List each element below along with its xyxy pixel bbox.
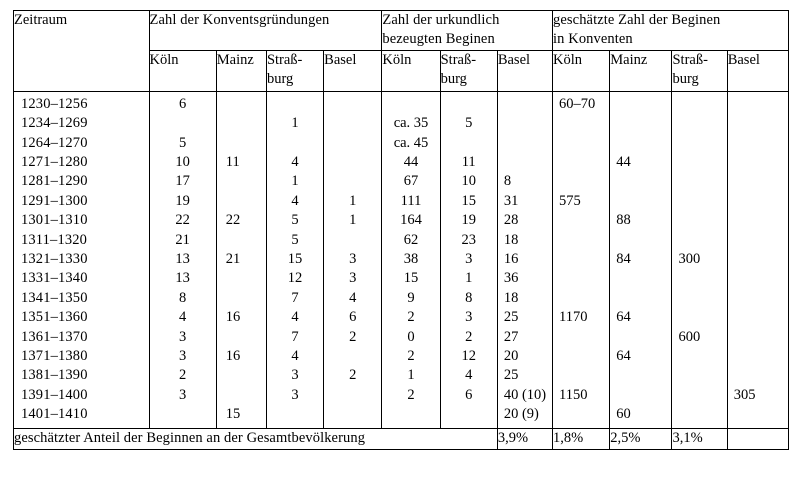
table-cell: 1 — [349, 192, 357, 209]
table-cell — [672, 308, 726, 327]
table-cell: 4 — [291, 192, 299, 209]
table-cell — [441, 95, 497, 114]
table-cell: 88 — [616, 212, 631, 229]
table-cell — [553, 211, 609, 230]
table-cell — [553, 289, 609, 308]
table-cell: 31 — [503, 192, 519, 209]
table-cell — [217, 134, 266, 153]
table-cell — [672, 114, 726, 133]
table-cell: 6 — [465, 386, 473, 403]
table-cell: 1 — [291, 173, 299, 190]
table-cell — [610, 134, 671, 153]
table-cell: 2 — [349, 367, 357, 384]
table-cell: 8 — [179, 289, 187, 306]
table-cell: 16 — [503, 250, 519, 267]
table-cell — [324, 134, 381, 153]
table-cell — [728, 269, 788, 288]
table-cell — [610, 269, 671, 288]
column-g1-koeln — [149, 91, 216, 429]
table-cell: 1301–1310 — [21, 212, 88, 229]
table-cell: 16 — [225, 347, 241, 364]
table-cell — [217, 172, 266, 191]
table-cell — [610, 328, 671, 347]
table-cell: 1391–1400 — [21, 386, 88, 403]
column-g1-mainz — [216, 91, 266, 429]
table-cell: 3 — [291, 386, 299, 403]
table-cell: 1381–1390 — [21, 367, 88, 384]
column-g3-strassburg — [672, 91, 727, 429]
table-cell — [217, 114, 266, 133]
table-cell — [672, 211, 726, 230]
table-cell — [728, 308, 788, 327]
table-cell — [498, 134, 552, 153]
table-cell: 1341–1350 — [21, 289, 88, 306]
table-cell: 8 — [465, 289, 473, 306]
table-cell: 1150 — [559, 386, 588, 403]
table-cell: 1271–1280 — [21, 153, 88, 170]
table-header — [14, 11, 789, 92]
table-cell — [728, 366, 788, 385]
table-cell — [553, 153, 609, 172]
table-cell: 7 — [291, 328, 299, 345]
table-cell: ca. 45 — [393, 134, 429, 151]
table-cell: 1331–1340 — [21, 270, 88, 287]
table-cell — [324, 386, 381, 405]
table-cell: 22 — [225, 212, 241, 229]
table-cell — [217, 289, 266, 308]
table-cell: 3 — [349, 250, 357, 267]
table-cell: 575 — [559, 192, 581, 209]
table-cell: 60 — [616, 406, 631, 423]
table-cell — [728, 95, 788, 114]
table-cell — [672, 347, 726, 366]
table-cell: 19 — [461, 212, 476, 229]
table-cell — [498, 153, 552, 172]
table-cell — [610, 95, 671, 114]
header-city-g3-basel: Basel — [727, 50, 788, 91]
table-cell: 1234–1269 — [21, 115, 88, 132]
footer-label: geschätzter Anteil der Beginnen an der Gesamtbevölkerung — [14, 429, 498, 449]
table-cell: 2 — [179, 367, 187, 384]
table-cell — [217, 192, 266, 211]
table-cell: 1 — [407, 367, 415, 384]
table-cell — [441, 134, 497, 153]
table-cell — [498, 95, 552, 114]
table-cell: 3 — [465, 250, 473, 267]
table-cell: 1281–1290 — [21, 173, 88, 190]
table-cell: 44 — [403, 153, 419, 170]
column-g2-basel — [497, 91, 552, 429]
table-cell — [728, 134, 788, 153]
table-cell: 60–70 — [559, 95, 596, 112]
header-city-g3-koeln: Köln — [553, 50, 610, 91]
table-cell — [217, 386, 266, 405]
table-cell: 1264–1270 — [21, 134, 88, 151]
table-cell: 28 — [503, 212, 519, 229]
table-cell: ca. 35 — [393, 115, 429, 132]
column-g2-strassburg — [440, 91, 497, 429]
table-cell — [672, 153, 726, 172]
table-cell — [382, 95, 439, 114]
table-cell — [217, 95, 266, 114]
table-cell: 20 — [503, 347, 519, 364]
table-cell — [324, 114, 381, 133]
table-cell — [217, 231, 266, 250]
data-block-row — [14, 91, 789, 429]
table-cell: 1 — [465, 270, 473, 287]
header-city-g2-strassburg: Straß- burg — [440, 50, 497, 91]
table-cell — [672, 134, 726, 153]
table-cell: 17 — [175, 173, 190, 190]
table-cell — [672, 386, 726, 405]
table-cell — [672, 172, 726, 191]
table-cell — [728, 347, 788, 366]
table-cell: 27 — [503, 328, 519, 345]
table-cell — [217, 328, 266, 347]
table-cell — [267, 95, 323, 114]
table-cell: 1230–1256 — [21, 95, 88, 112]
table-cell: 1291–1300 — [21, 192, 88, 209]
table-cell — [672, 289, 726, 308]
table-cell: 36 — [503, 270, 519, 287]
table-cell: 10 — [461, 173, 476, 190]
table-cell — [382, 405, 439, 424]
table-cell: 6 — [179, 95, 187, 112]
table-cell: 18 — [503, 289, 519, 306]
table-cell: 4 — [291, 153, 299, 170]
column-g1-basel — [324, 91, 382, 429]
header-group-row — [14, 11, 789, 51]
table-cell — [610, 289, 671, 308]
table-cell — [672, 269, 726, 288]
table-cell — [553, 231, 609, 250]
table-cell: 12 — [461, 347, 476, 364]
header-group-urkundlich-bezeugte: Zahl der urkundlich bezeugten Beginen — [382, 11, 553, 51]
table-cell: 12 — [287, 270, 303, 287]
column-g3-mainz — [610, 91, 672, 429]
table-cell: 64 — [616, 347, 631, 364]
table-cell — [728, 192, 788, 211]
table-cell — [728, 172, 788, 191]
table-cell: 4 — [349, 289, 357, 306]
table-cell: 3 — [465, 309, 473, 326]
table-cell: 111 — [400, 192, 422, 209]
table-cell — [672, 366, 726, 385]
table-cell: 62 — [403, 231, 419, 248]
table-cell: 15 — [287, 250, 303, 267]
table-cell — [610, 172, 671, 191]
column-g2-koeln — [382, 91, 440, 429]
table-cell: 8 — [503, 173, 512, 190]
footer-value-basel: 3,1% — [672, 429, 727, 449]
table-cell: 1 — [291, 115, 299, 132]
table-cell: 1170 — [559, 309, 588, 326]
table-cell — [553, 172, 609, 191]
table-cell: 15 — [403, 270, 419, 287]
table-cell — [324, 405, 381, 424]
footer-value-koeln: 3,9% — [497, 429, 552, 449]
header-city-g1-basel: Basel — [324, 50, 382, 91]
table-cell: 67 — [403, 173, 419, 190]
table-cell — [610, 366, 671, 385]
table-container — [13, 10, 789, 450]
table-cell — [553, 405, 609, 424]
header-group-geschaetzte-zahl: geschätzte Zahl der Beginen in Konventen — [553, 11, 789, 51]
footer-value-mainz: 1,8% — [553, 429, 610, 449]
column-g3-koeln — [553, 91, 610, 429]
table-cell: 21 — [225, 250, 241, 267]
table-cell — [150, 114, 216, 133]
table-cell — [728, 231, 788, 250]
table-cell: 3 — [349, 270, 357, 287]
table-cell — [553, 269, 609, 288]
table-cell: 1 — [349, 212, 357, 229]
table-cell — [217, 366, 266, 385]
table-cell: 84 — [616, 250, 631, 267]
header-city-g3-strassburg: Straß- burg — [672, 50, 727, 91]
table-cell: 2 — [407, 347, 415, 364]
column-periods — [14, 91, 150, 429]
header-city-g2-koeln: Köln — [382, 50, 440, 91]
table-cell: 13 — [175, 270, 190, 287]
table-cell — [553, 328, 609, 347]
table-cell: 6 — [349, 309, 357, 326]
table-cell: 2 — [349, 328, 357, 345]
table-cell: 3 — [291, 367, 299, 384]
column-g3-basel — [727, 91, 788, 429]
table-cell: 1401–1410 — [21, 406, 88, 423]
header-zeitraum: Zeitraum — [14, 11, 150, 92]
table-cell — [217, 269, 266, 288]
header-city-g3-mainz: Mainz — [610, 50, 672, 91]
table-cell: 16 — [225, 309, 241, 326]
table-body — [14, 91, 789, 429]
table-cell: 64 — [616, 309, 631, 326]
table-cell: 1311–1320 — [21, 231, 88, 248]
table-cell: 1351–1360 — [21, 309, 88, 326]
table-cell: 44 — [616, 153, 631, 170]
table-cell: 13 — [175, 250, 190, 267]
table-cell: 3 — [179, 347, 187, 364]
column-g1-strassburg — [266, 91, 323, 429]
table-cell — [441, 405, 497, 424]
table-cell — [728, 328, 788, 347]
footer-row — [14, 429, 789, 449]
header-city-g1-koeln: Köln — [149, 50, 216, 91]
header-city-g1-mainz: Mainz — [216, 50, 266, 91]
beginen-statistics-table — [13, 10, 789, 450]
table-cell — [150, 405, 216, 424]
table-cell — [610, 114, 671, 133]
table-cell — [610, 386, 671, 405]
table-cell: 2 — [465, 328, 473, 345]
table-cell: 5 — [291, 231, 299, 248]
table-cell — [324, 347, 381, 366]
table-cell — [553, 250, 609, 269]
table-cell: 11 — [461, 153, 476, 170]
table-cell: 0 — [407, 328, 415, 345]
table-cell: 5 — [465, 115, 473, 132]
table-cell: 164 — [400, 212, 422, 229]
table-cell: 4 — [291, 309, 299, 326]
table-cell — [324, 153, 381, 172]
table-cell — [728, 250, 788, 269]
table-cell: 15 — [461, 192, 476, 209]
table-cell: 1321–1330 — [21, 250, 88, 267]
table-cell: 600 — [678, 328, 701, 345]
table-cell — [324, 172, 381, 191]
footer-value-strassburg: 2,5% — [610, 429, 672, 449]
table-cell — [324, 95, 381, 114]
table-cell — [672, 231, 726, 250]
table-cell: 18 — [503, 231, 519, 248]
table-cell — [728, 289, 788, 308]
table-cell — [267, 134, 323, 153]
table-cell: 4 — [465, 367, 473, 384]
table-cell — [324, 231, 381, 250]
table-cell — [553, 366, 609, 385]
table-cell: 38 — [403, 250, 419, 267]
table-cell — [672, 405, 726, 424]
table-cell — [553, 134, 609, 153]
table-cell — [672, 95, 726, 114]
table-cell — [728, 211, 788, 230]
table-cell: 1361–1370 — [21, 328, 88, 345]
table-cell: 5 — [291, 212, 299, 229]
table-cell: 3 — [179, 386, 187, 403]
table-cell: 305 — [733, 386, 756, 403]
table-footer — [14, 429, 789, 449]
table-cell: 2 — [407, 309, 415, 326]
table-cell: 20 (9) — [503, 406, 539, 423]
header-city-g2-basel: Basel — [497, 50, 552, 91]
table-cell: 25 — [503, 309, 519, 326]
table-cell — [610, 231, 671, 250]
table-cell: 4 — [291, 347, 299, 364]
table-cell: 4 — [179, 309, 187, 326]
table-cell: 300 — [678, 250, 701, 267]
table-cell: 1371–1380 — [21, 347, 88, 364]
table-cell — [728, 114, 788, 133]
table-cell — [672, 192, 726, 211]
table-cell: 9 — [407, 289, 415, 306]
table-cell: 23 — [461, 231, 476, 248]
table-cell: 40 (10) — [503, 386, 547, 403]
table-cell — [728, 153, 788, 172]
table-cell — [728, 405, 788, 424]
table-cell: 7 — [291, 289, 299, 306]
table-cell: 2 — [407, 386, 415, 403]
table-cell: 15 — [225, 406, 241, 423]
table-cell: 5 — [179, 134, 187, 151]
table-cell: 10 — [175, 153, 190, 170]
table-cell — [610, 192, 671, 211]
table-cell: 3 — [179, 328, 187, 345]
table-cell: 11 — [225, 153, 240, 170]
table-cell — [553, 347, 609, 366]
table-cell — [553, 114, 609, 133]
table-cell: 22 — [175, 212, 190, 229]
header-group-konventsgruendungen: Zahl der Konventsgründungen — [149, 11, 382, 51]
table-cell — [498, 114, 552, 133]
table-cell — [267, 405, 323, 424]
table-cell: 19 — [175, 192, 190, 209]
header-city-g1-strassburg: Straß- burg — [266, 50, 323, 91]
table-cell: 25 — [503, 367, 519, 384]
table-cell: 21 — [175, 231, 190, 248]
